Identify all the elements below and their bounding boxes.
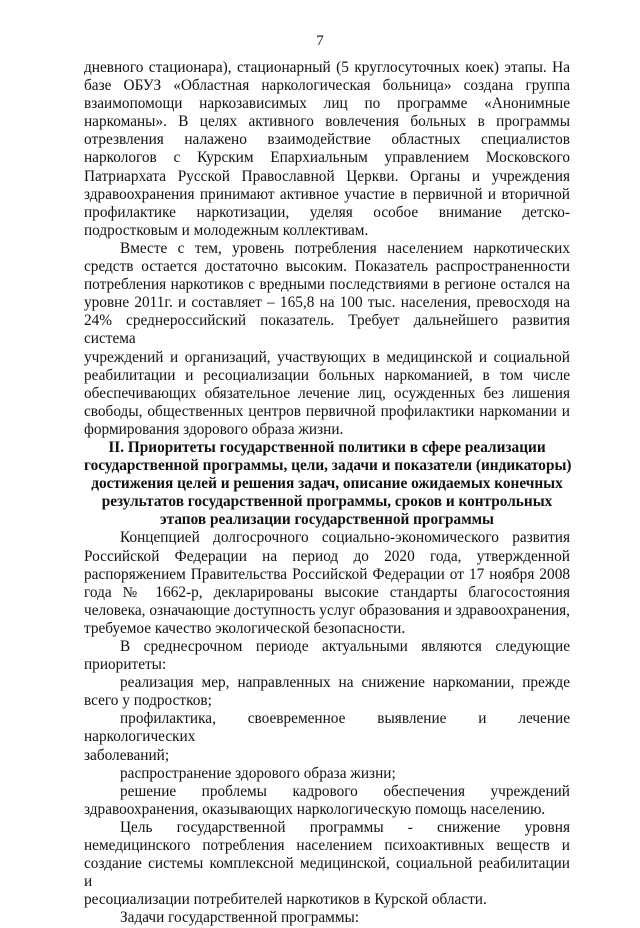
heading-line: достижения целей и решения задач, описание ожидаемых конечных — [91, 475, 563, 493]
text-line: дневного стационара), стационарный (5 круглосуточных коек) этапы. На — [84, 59, 570, 76]
text-line: В среднесрочном периоде актуальными являются следующие — [120, 638, 570, 655]
text-line: средств остается достаточно высоким. Показатель распространенности — [84, 258, 570, 276]
text-line: профилактике наркотизации, уделяя особое внимание детско- — [84, 203, 570, 221]
text-line: ресоциализации потребителей наркотиков в Курской области. — [84, 891, 487, 909]
text-line: реализация мер, направленных на снижение наркомании, прежде — [120, 674, 570, 692]
heading-line: этапов реализации государственной программы — [160, 511, 494, 529]
text-line: реабилитации и ресоциализации больных наркоманией, в том числе — [84, 366, 570, 384]
text-line: Концепцией долгосрочного социально-экономического развития — [120, 529, 570, 547]
heading-line: государственной программы, цели, задачи и показатели (индикаторы) — [84, 457, 572, 475]
text-line: 24% среднероссийский показатель. Требует дальнейшего развития система — [84, 312, 570, 348]
text-line: Вместе с тем, уровень потребления населением наркотических — [120, 239, 570, 257]
text-line: подростковым и молодежным коллективам. — [84, 221, 369, 239]
text-line: наркологов с Курским Епархиальным управлением Московского — [84, 149, 570, 167]
text-line: человека, означающие доступность услуг образования и здравоохранения, — [84, 601, 570, 619]
text-line: потребления наркотиков с вредными последствиями в регионе остался на — [84, 276, 570, 294]
document-body — [84, 59, 570, 928]
text-line: учреждений и организаций, участвующих в медицинской и социальной — [84, 348, 570, 366]
text-line: здравоохранения принимают активное участие в первичной и вторичной — [84, 185, 570, 203]
text-line: уровне 2011г. и составляет – 165,8 на 100 тыс. населения, превосходя на — [84, 294, 570, 312]
text-line: приоритеты: — [84, 656, 167, 674]
paragraph — [84, 710, 570, 764]
paragraph — [84, 240, 570, 439]
text-line: формирования здорового образа жизни. — [84, 420, 344, 438]
paragraph — [84, 638, 570, 674]
text-line: требуемое качество экологической безопасности. — [84, 619, 406, 637]
heading-line: результатов государственной программы, сроков и контрольных — [101, 493, 553, 511]
paragraph — [84, 674, 570, 710]
text-line: профилактика, своевременное выявление и лечение наркологических — [84, 710, 570, 746]
text-line: Цель государственной программы - снижение уровня — [120, 818, 570, 836]
paragraph — [84, 909, 570, 927]
text-line: Задачи государственной программы: — [120, 909, 360, 927]
paragraph — [84, 59, 570, 240]
text-line: свободы, общественных центров первичной профилактики наркомании и — [84, 402, 570, 420]
text-line: решение проблемы кадрового обеспечения учреждений — [120, 782, 570, 800]
page-number: 7 — [316, 33, 324, 49]
text-line: распространение здорового образа жизни; — [120, 764, 396, 782]
section-heading — [84, 439, 570, 529]
text-line: здравоохранения, оказывающих наркологическую помощь населению. — [84, 800, 546, 818]
text-line: Российской Федерации на период до 2020 года, утвержденной — [84, 547, 570, 565]
text-line: года № 1662-р, декларированы высокие стандарты благосостояния — [84, 583, 570, 601]
text-line: создание системы комплексной медицинской, социальной реабилитации и — [84, 855, 570, 891]
text-line: наркоманы». В целях активного вовлечения больных в программы — [84, 113, 570, 131]
text-line: базе ОБУЗ «Областная наркологическая больница» создана группа — [84, 77, 570, 95]
text-line: всего у подростков; — [84, 692, 212, 710]
paragraph — [84, 765, 570, 783]
text-line: отрезвления налажено взаимодействие областных специалистов — [84, 131, 570, 149]
text-line: обеспечивающих обязательное лечение лиц, осужденных без лишения — [84, 384, 570, 402]
paragraph — [84, 529, 570, 638]
text-line: заболеваний; — [84, 746, 170, 764]
paragraph — [84, 819, 570, 909]
paragraph — [84, 783, 570, 819]
text-line: немедицинского потребления населением психоактивных веществ и — [84, 837, 570, 855]
text-line: распоряжением Правительства Российской Федерации от 17 ноября 2008 — [84, 565, 570, 583]
heading-line: II. Приоритеты государственной политики в сфере реализации — [108, 438, 546, 456]
text-line: Патриархата Русской Православной Церкви. Органы и учреждения — [84, 167, 570, 185]
text-line: взаимопомощи наркозависимых лиц по программе «Анонимные — [84, 95, 570, 113]
